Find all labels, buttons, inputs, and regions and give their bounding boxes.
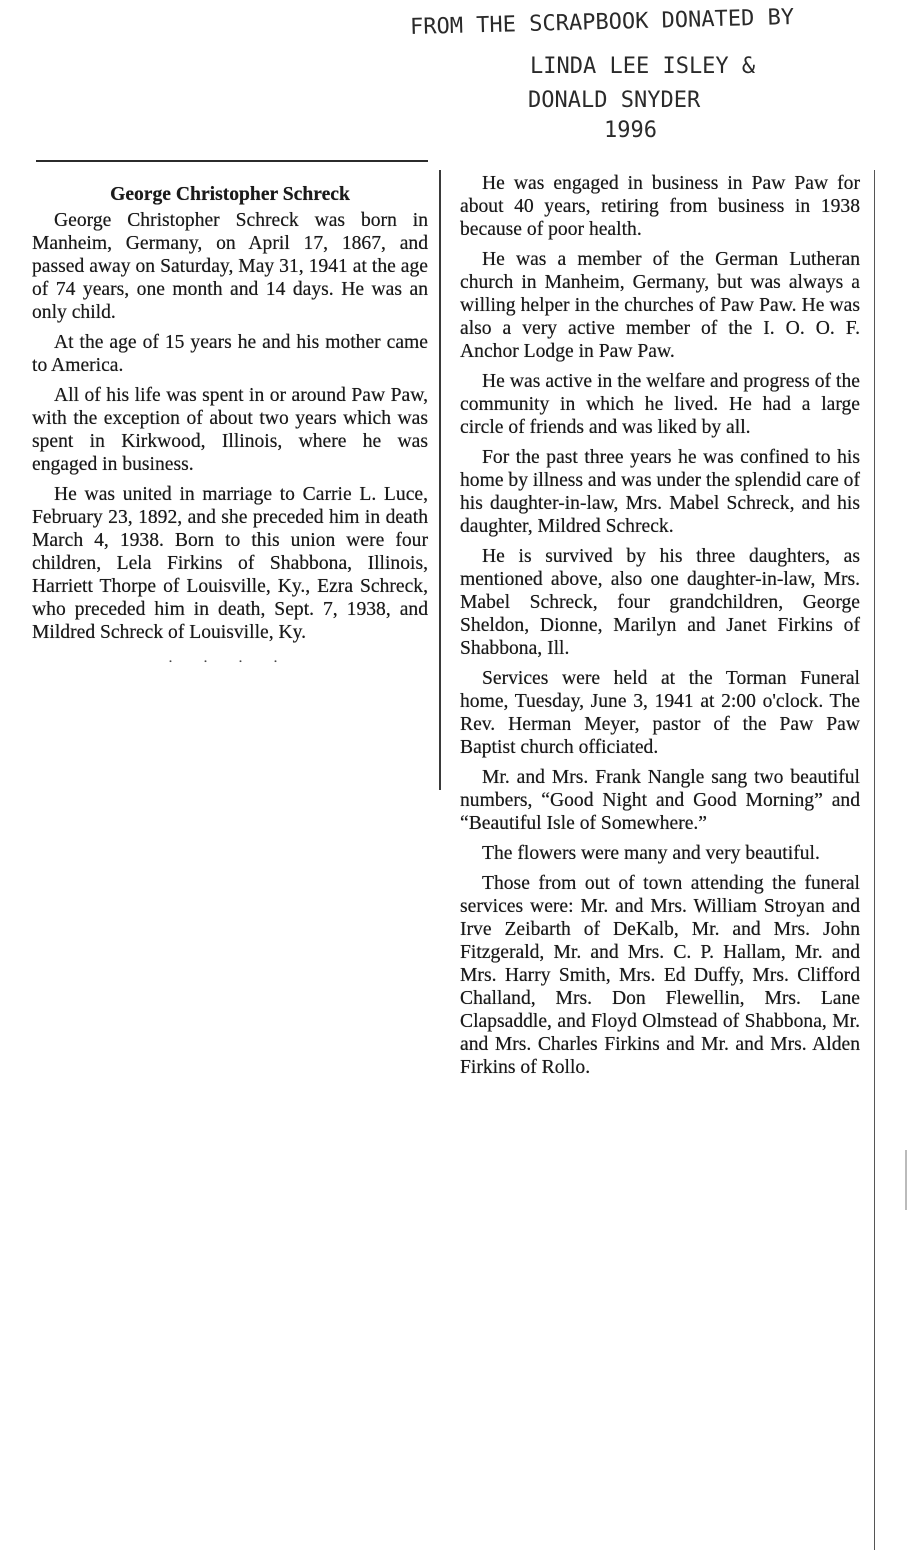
obituary-paragraph: He was active in the welfare and progress of the community in which he lived. He had a large circle of friends and was liked by all. [460, 371, 860, 438]
scan-mark [905, 1150, 907, 1210]
obituary-paragraph: He was united in marriage to Carrie L. Luce, February 23, 1892, and she preceded him in death March 4, 1938. Born to this union were four children, Lela Firkins of Shabbona, Illinois, Harriett Thorpe of Louisville, Ky., Ezra Schreck, who preceded him in death, Sept. 7, 1938, and Mildred Schreck of Louisville, Ky. [32, 484, 428, 643]
obituary-paragraph: Mr. and Mrs. Frank Nangle sang two beautiful numbers, “Good Night and Good Morning” and “Beautiful Isle of Somewhere.” [460, 767, 860, 834]
obituary-paragraph: He was engaged in business in Paw Paw for about 40 years, retiring from business in 1938 because of poor health. [460, 173, 860, 240]
donation-note-line-3: DONALD SNYDER [528, 88, 701, 113]
column-separator-left [439, 170, 441, 790]
column-end-marks: . . . . [168, 651, 292, 666]
obituary-paragraph: Services were held at the Torman Funeral home, Tuesday, June 3, 1941 at 2:00 o'clock. The Rev. Herman Meyer, pastor of the Paw Paw Baptist church officiated. [460, 668, 860, 758]
donation-note-line-2: LINDA LEE ISLEY & [530, 54, 756, 79]
obituary-paragraph: George Christopher Schreck was born in Manheim, Germany, on April 17, 1867, and passed away on Saturday, May 31, 1941 at the age of 74 years, one month and 14 days. He was an only child. [32, 210, 428, 323]
obituary-paragraph: The flowers were many and very beautiful. [482, 843, 820, 864]
obituary-paragraph: At the age of 15 years he and his mother came to America. [32, 332, 428, 376]
donation-note-year: 1996 [604, 118, 657, 143]
obituary-left-column [32, 183, 428, 670]
donation-note-line-1: FROM THE SCRAPBOOK DONATED BY [409, 4, 795, 41]
obituary-paragraph: He was a member of the German Lutheran church in Manheim, Germany, but was always a willing helper in the churches of Paw Paw. He was also a very active member of the I. O. O. F. Anchor Lodge in Paw Paw. [460, 249, 860, 362]
obituary-paragraph: All of his life was spent in or around Paw Paw, with the exception of about two years which was spent in Kirkwood, Illinois, where he was engaged in business. [32, 385, 428, 475]
obituary-paragraph: Those from out of town attending the funeral services were: Mr. and Mrs. William Stroyan and Irve Zeibarth of DeKalb, Mr. and Mrs. John Fitzgerald, Mr. and Mrs. C. P. Hallam, Mr. and Mrs. Harry Smith, Mrs. Ed Duffy, Mrs. Clifford Challand, Mrs. Don Flewellin, Mrs. Lane Clapsaddle, and Floyd Olmstead of Shabbona, Mr. and Mrs. Charles Firkins and Mr. and Mrs. Alden Firkins of Rollo. [460, 873, 860, 1078]
obituary-paragraph: He is survived by his three daughters, as mentioned above, also one daughter-in-law, Mrs. Mabel Schreck, four grandchildren, George Sheldon, Dionne, Marilyn and Janet Firkins of Shabbona, Ill. [460, 546, 860, 659]
column-separator-right [874, 170, 875, 1550]
obituary-right-column [460, 172, 860, 1086]
obituary-headline: George Christopher Schreck [110, 184, 350, 205]
column-top-rule [36, 160, 428, 162]
obituary-paragraph: For the past three years he was confined to his home by illness and was under the splendid care of his daughter-in-law, Mrs. Mabel Schreck, and his daughter, Mildred Schreck. [460, 447, 860, 537]
